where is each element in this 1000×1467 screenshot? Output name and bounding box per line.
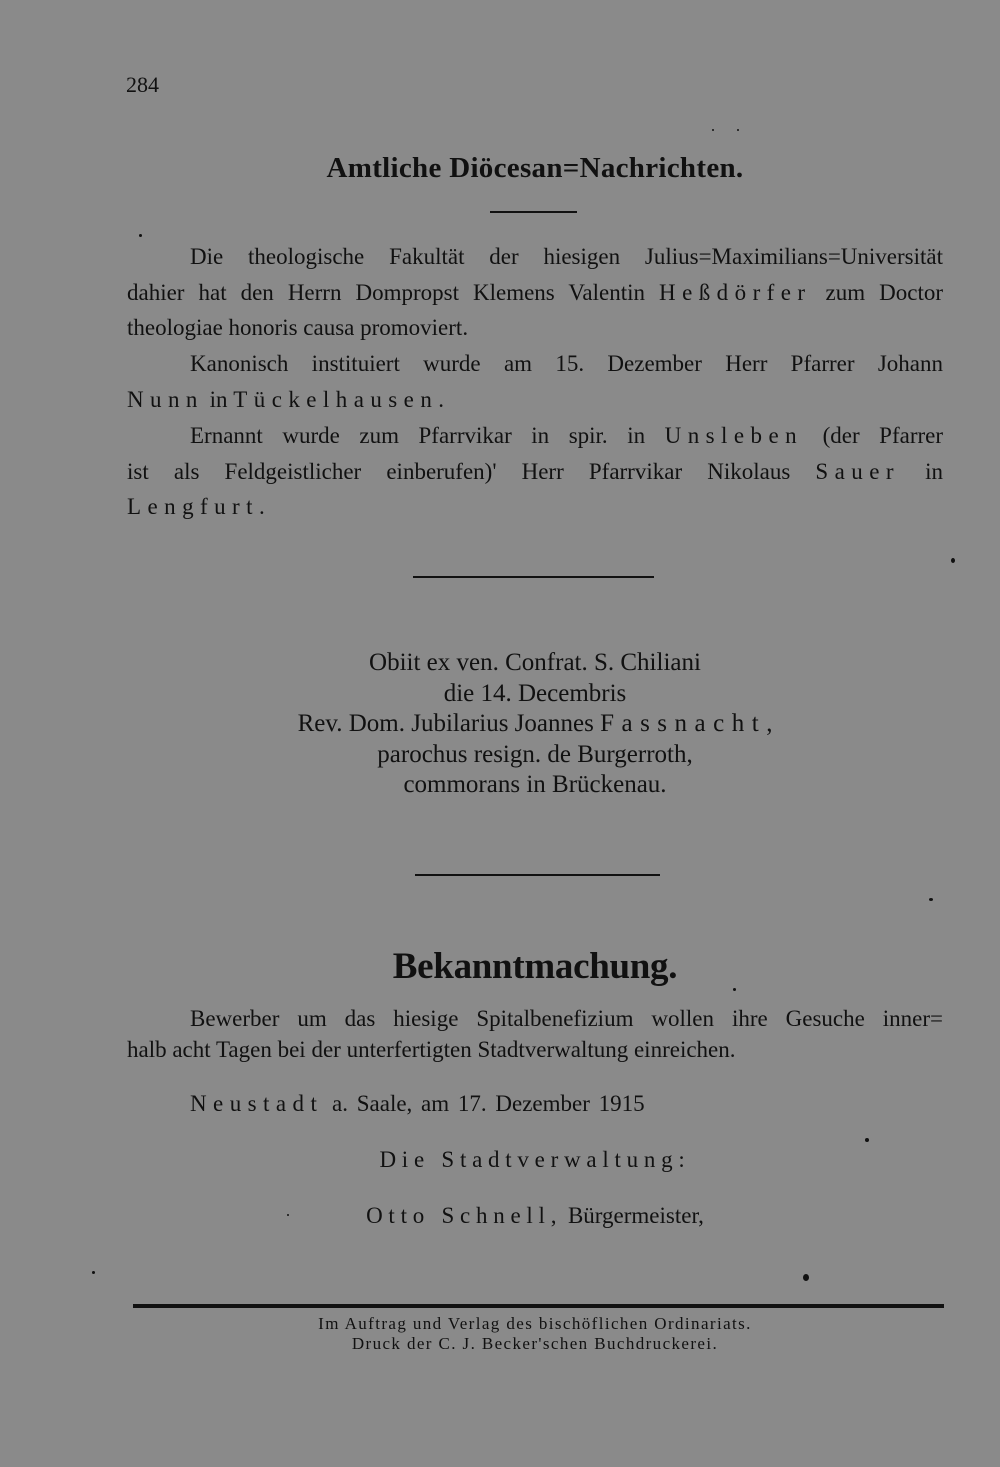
spaced-name: Nunn	[127, 386, 204, 412]
scan-speck	[139, 234, 142, 237]
news-paragraph-3	[127, 418, 943, 525]
scan-speck	[287, 1214, 289, 1216]
text-segment: Die theologische Fakultät der hiesigen Julius=Maximilians=Universität	[190, 244, 943, 269]
text-line	[127, 382, 943, 418]
signatory-name: Otto Schnell,	[366, 1203, 563, 1228]
scan-speck	[803, 1274, 809, 1281]
signatory-title: Bürgermeister,	[567, 1203, 704, 1228]
spaced-name: Fassnacht	[600, 710, 767, 737]
section-divider	[413, 576, 654, 578]
text-line	[127, 346, 943, 382]
text-line	[127, 454, 943, 490]
footer-rule	[133, 1304, 944, 1308]
text-line	[127, 239, 943, 275]
issuer: Die Stadtverwaltung:	[379, 1147, 691, 1172]
announcement-paragraph	[127, 1003, 943, 1065]
text-segment: ist als Feldgeistlicher einberufen)' Herr Pfarrvikar Nikolaus	[127, 458, 791, 484]
text-segment: (der Pfarrer	[822, 423, 944, 448]
obituary-line: commorans in Brückenau.	[403, 771, 667, 798]
text-segment: dahier hat den Herrn Dompropst Klemens Valentin	[127, 279, 646, 305]
text-segment: Kanonisch instituiert wurde am 15. Dezember Herr Pfarrer Johann	[190, 351, 943, 376]
scan-speck	[865, 1138, 869, 1142]
text-line	[127, 489, 943, 525]
announcement-heading: Bekanntmachung.	[392, 946, 678, 987]
text-segment: in	[925, 458, 943, 484]
text-line	[127, 310, 943, 346]
spaced-place: Neustadt	[190, 1091, 324, 1116]
scan-speck	[733, 988, 736, 991]
spaced-name: Heßdörfer	[659, 279, 812, 305]
spaced-place: Tückelhausen.	[233, 386, 451, 412]
imprint	[127, 1314, 943, 1354]
text-line	[127, 275, 943, 311]
obituary-notice	[127, 648, 943, 801]
text-line	[127, 418, 943, 454]
obituary-line	[127, 709, 943, 740]
text-segment: a. Saale, am 17. Dezember 1915	[332, 1091, 645, 1116]
text-line	[127, 1003, 943, 1034]
signature-line	[127, 1200, 943, 1232]
spaced-name: Sauer	[815, 458, 900, 484]
text-segment: Rev. Dom. Jubilarius Joannes	[297, 710, 594, 737]
spaced-place: Unsleben	[664, 423, 804, 448]
news-paragraph-2	[127, 346, 943, 417]
text-segment: ,	[766, 710, 773, 737]
text-segment: Bewerber um das hiesige Spitalbenefizium wollen ihre Gesuche inner=	[190, 1006, 943, 1031]
title-divider	[490, 211, 577, 213]
scan-speck	[92, 1271, 95, 1274]
dateline	[190, 1088, 645, 1120]
obituary-line: die 14. Decembris	[443, 679, 627, 707]
imprint-line: Druck der C. J. Becker'schen Buchdruckerei.	[351, 1334, 719, 1353]
scan-speck	[712, 129, 714, 131]
text-segment: in	[209, 386, 228, 412]
scan-speck	[951, 558, 955, 563]
scan-speck	[929, 898, 933, 901]
text-segment: halb acht Tagen bei der unterfertigten Stadtverwaltung einreichen.	[127, 1037, 736, 1062]
imprint-line: Im Auftrag und Verlag des bischöflichen Ordinariats.	[318, 1314, 752, 1333]
text-segment: theologiae honoris causa promoviert.	[127, 315, 469, 340]
text-segment: Ernannt wurde zum Pfarrvikar in spir. in	[190, 423, 646, 448]
page-number: 284	[126, 72, 159, 97]
text-line	[127, 1034, 943, 1065]
section-title: Amtliche Diöcesan=Nachrichten.	[326, 152, 744, 184]
scan-speck	[737, 129, 739, 131]
obituary-line: parochus resign. de Burgerroth,	[377, 740, 693, 768]
issuer-line	[127, 1144, 943, 1176]
section-divider	[415, 874, 660, 876]
obituary-line: Obiit ex ven. Confrat. S. Chiliani	[369, 649, 701, 676]
spaced-place: Lengfurt.	[127, 494, 272, 519]
news-paragraph-1	[127, 239, 943, 346]
text-segment: zum Doctor	[825, 279, 944, 305]
